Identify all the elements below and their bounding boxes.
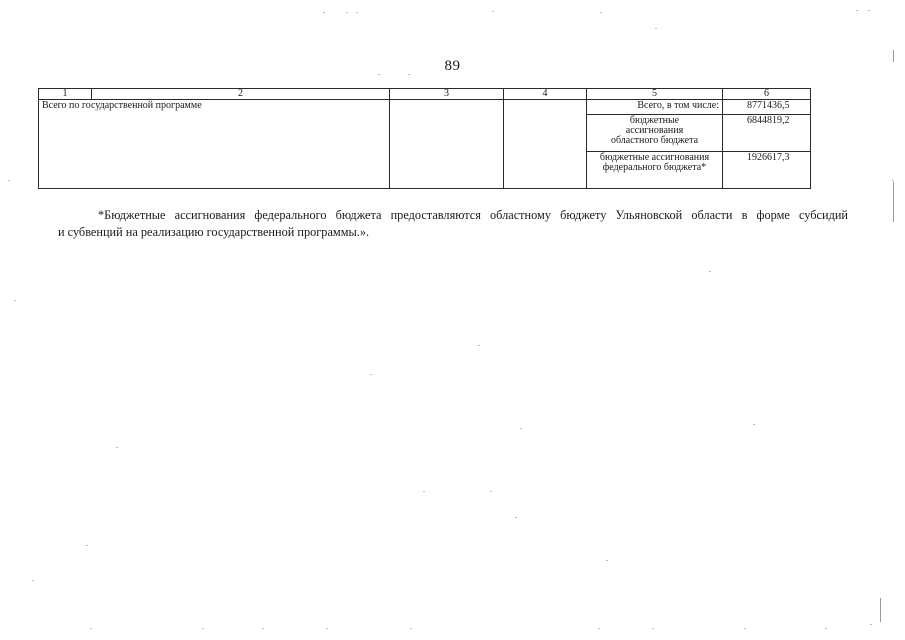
table-header-row bbox=[39, 89, 811, 100]
empty-cell-col3 bbox=[390, 100, 504, 189]
column-header-5: 5 bbox=[587, 89, 723, 100]
amount-federal: 1926617,3 bbox=[723, 151, 811, 188]
scan-edge-mark-middle bbox=[893, 182, 894, 222]
column-header-3: 3 bbox=[390, 89, 504, 100]
funding-source-federal: бюджетные ассигнования федерального бюджета* bbox=[587, 151, 723, 188]
program-total-label: Всего по государственной программе bbox=[39, 100, 390, 189]
column-header-2: 2 bbox=[92, 89, 390, 100]
funding-source-regional: бюджетные ассигнования областного бюджета bbox=[587, 114, 723, 151]
footnote-line-2: и субвенций на реализацию государственной программы.». bbox=[58, 225, 370, 239]
column-header-4: 4 bbox=[504, 89, 587, 100]
amount-total: 8771436,5 bbox=[723, 100, 811, 115]
funding-source-total: Всего, в том числе: bbox=[587, 100, 723, 115]
empty-cell-col4 bbox=[504, 100, 587, 189]
amount-regional: 6844819,2 bbox=[723, 114, 811, 151]
column-header-6: 6 bbox=[723, 89, 811, 100]
scan-edge-mark-top bbox=[893, 50, 894, 62]
table-row bbox=[39, 100, 811, 115]
scan-edge-mark-bottom bbox=[880, 598, 881, 622]
budget-table bbox=[38, 88, 811, 189]
column-header-1: 1 bbox=[39, 89, 92, 100]
footnote bbox=[58, 207, 848, 241]
page-number: 89 bbox=[444, 58, 461, 74]
footnote-line-1: *Бюджетные ассигнования федерального бюджета предоставляются областному бюджету Ульяновской области в форме субсидий bbox=[98, 208, 848, 222]
